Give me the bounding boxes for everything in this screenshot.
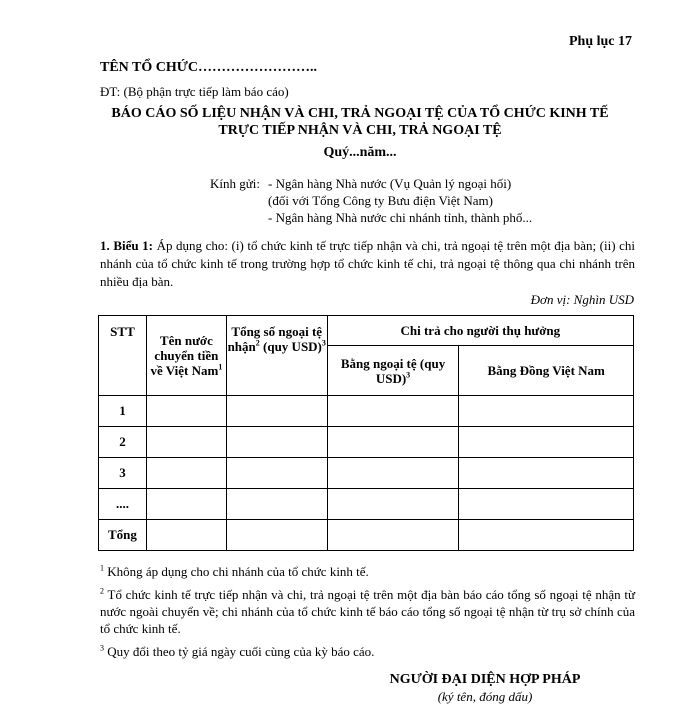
header-paid-group: Chi trả cho người thụ hưởng: [327, 316, 633, 346]
table-row: [99, 427, 634, 458]
table-cell: [226, 520, 327, 551]
footnote-1-text: Không áp dụng cho chi nhánh của tổ chức kinh tế.: [107, 564, 369, 579]
footnotes: [100, 563, 635, 666]
intro-text: Áp dụng cho: (i) tổ chức kinh tế trực tiếp nhận và chi, trả ngoại tệ trên một địa bàn; (ii) chi nhánh của tổ chức kinh tế trong trường hợp tổ chức kinh tế chi, trả ngoại tệ thông qua chi nhánh trên nhiều địa bàn.: [100, 238, 636, 289]
table-cell: [146, 520, 226, 551]
header-paid-vnd: Bằng Đồng Việt Nam: [459, 346, 634, 396]
header-total-sup-2: 3: [321, 338, 326, 348]
footnote-2-number: 2: [100, 586, 104, 596]
table-cell: [459, 396, 634, 427]
table-cell: [226, 427, 327, 458]
table-row: [99, 396, 634, 427]
report-period: Quý...năm...: [323, 145, 397, 160]
footnote-3-text: Quy đổi theo tỷ giá ngày cuối cùng của kỳ báo cáo.: [107, 644, 375, 659]
footnote-3-number: 3: [100, 643, 104, 653]
footnote-1: [100, 563, 635, 580]
row-total-label: Tổng: [99, 520, 147, 551]
phone-line: ĐT: (Bộ phận trực tiếp làm báo cáo): [100, 84, 289, 99]
table-cell: [327, 396, 459, 427]
header-paid-fx-sup: 3: [406, 370, 411, 380]
unit-label: Đơn vị: Nghìn USD: [530, 292, 634, 307]
intro-paragraph: [100, 237, 635, 291]
title-line-2: TRỰC TIẾP NHẬN VÀ CHI, TRẢ NGOẠI TỆ: [218, 123, 502, 138]
table-cell: [226, 458, 327, 489]
table-row-total: [99, 520, 634, 551]
table-cell: [226, 396, 327, 427]
header-country-text: Tên nước chuyển tiền về Việt Nam: [150, 333, 219, 378]
appendix-number: Phụ lục 17: [568, 34, 632, 49]
recipient-line-2: (đối với Tổng Công ty Bưu điện Việt Nam): [268, 193, 493, 208]
header-total-sup-1: 2: [255, 338, 260, 348]
recipient-line-1: - Ngân hàng Nhà nước (Vụ Quản lý ngoại hối): [268, 176, 512, 191]
table-cell: [459, 489, 634, 520]
report-table: [98, 315, 634, 551]
signer-role: NGƯỜI ĐẠI DIỆN HỢP PHÁP: [389, 672, 581, 687]
row-stt: ....: [99, 489, 147, 520]
title-line-1: BÁO CÁO SỐ LIỆU NHẬN VÀ CHI, TRẢ NGOẠI TỆ CỦA TỔ CHỨC KINH TẾ: [111, 106, 609, 121]
organization-name: TÊN TỔ CHỨC……………………..: [100, 60, 318, 75]
table-row: [99, 458, 634, 489]
footnote-3: [100, 643, 635, 660]
row-stt: 2: [99, 427, 147, 458]
header-country-sup: 1: [218, 362, 223, 372]
header-total-text-b: (quy USD): [259, 339, 322, 354]
header-total-text-a: Tổng số ngoại tệ nhận: [227, 324, 323, 354]
header-paid-fx: [327, 346, 459, 396]
footnote-2-text: Tổ chức kinh tế trực tiếp nhận và chi, trả ngoại tệ trên một địa bàn báo cáo tổng số ngoại tệ nhận từ nước ngoài chuyển về; chi nhánh của tổ chức kinh tế báo cáo tổng số ngoại tệ nhận từ trụ sở chính của tổ chức kinh tế.: [100, 587, 635, 636]
footnote-2: [100, 586, 635, 637]
intro-label: 1. Biểu 1:: [100, 238, 153, 253]
recipient-block: [210, 175, 532, 226]
table-cell: [459, 427, 634, 458]
report-title: [80, 105, 640, 139]
table-cell: [327, 458, 459, 489]
recipient-line-3: - Ngân hàng Nhà nước chi nhánh tỉnh, thành phố...: [268, 210, 533, 225]
recipient-label: Kính gửi:: [210, 176, 261, 191]
table-cell: [327, 427, 459, 458]
signer-note: (ký tên, đóng dấu): [437, 689, 533, 704]
header-paid-fx-text: Bằng ngoại tệ (quy USD): [340, 355, 446, 386]
row-stt: 3: [99, 458, 147, 489]
header-country: [146, 316, 226, 396]
table-cell: [146, 489, 226, 520]
header-stt: STT: [99, 316, 147, 396]
table-cell: [146, 396, 226, 427]
table-cell: [459, 520, 634, 551]
table-cell: [327, 520, 459, 551]
table-row: [99, 489, 634, 520]
table-cell: [146, 458, 226, 489]
table-cell: [146, 427, 226, 458]
row-stt: 1: [99, 396, 147, 427]
table-cell: [226, 489, 327, 520]
header-total: [226, 316, 327, 396]
table-cell: [327, 489, 459, 520]
footnote-1-number: 1: [100, 563, 104, 573]
table-cell: [459, 458, 634, 489]
